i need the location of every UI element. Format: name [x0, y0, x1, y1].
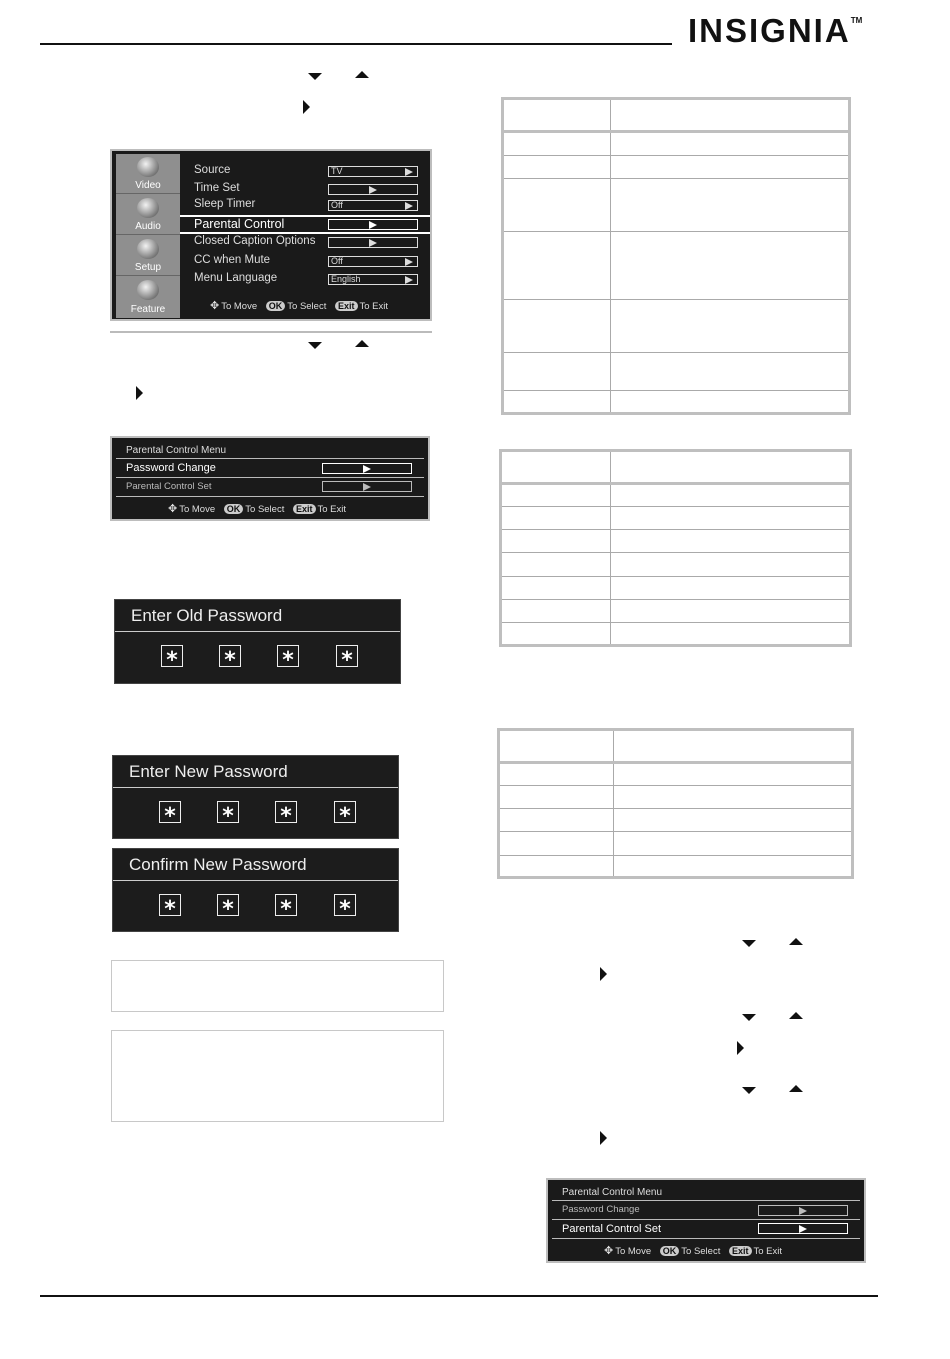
parental-control-menu	[110, 436, 430, 521]
password-digit[interactable]: *	[334, 894, 356, 916]
source-value[interactable]: TV	[328, 166, 418, 177]
new-password-dialog	[112, 755, 399, 839]
video-icon	[137, 157, 159, 177]
menu-item-parental-control-set[interactable]: Parental Control Set	[116, 478, 424, 496]
up-arrow-icon	[355, 71, 369, 78]
menu-item-password-change[interactable]: Password Change	[552, 1201, 860, 1219]
caution-box	[111, 1030, 444, 1122]
column-divider	[610, 100, 611, 412]
divider	[116, 496, 424, 497]
row-divider	[500, 831, 851, 832]
move-icon: ✥	[168, 503, 178, 515]
header-rule	[40, 43, 672, 45]
row-divider	[500, 785, 851, 786]
password-change-value[interactable]	[322, 463, 412, 474]
dialog-title: Enter Old Password	[131, 606, 283, 625]
row-divider	[502, 506, 849, 507]
up-arrow-icon	[789, 1012, 803, 1019]
footer-rule	[40, 1295, 878, 1297]
password-digit[interactable]: *	[334, 801, 356, 823]
feature-icon	[137, 280, 159, 300]
row-divider	[504, 390, 848, 391]
dialog-title: Confirm New Password	[129, 855, 307, 874]
move-icon: ✥	[604, 1245, 614, 1257]
parental-menu-title: Parental Control Menu	[562, 1187, 663, 1198]
sleep-timer-value[interactable]: Off	[328, 200, 418, 211]
divider	[115, 631, 400, 632]
password-digit[interactable]: *	[217, 801, 239, 823]
category-setup[interactable]: Setup	[116, 236, 180, 276]
down-arrow-icon	[742, 940, 756, 947]
password-digit[interactable]: *	[275, 894, 297, 916]
menu-language-value[interactable]: English	[328, 274, 418, 285]
down-arrow-icon	[308, 73, 322, 80]
menu-item-menu-language[interactable]: Menu Language English	[192, 271, 422, 288]
row-divider	[500, 855, 851, 856]
password-digit[interactable]: *	[159, 894, 181, 916]
password-digit[interactable]: *	[161, 645, 183, 667]
right-arrow-icon	[303, 100, 310, 114]
column-divider	[610, 452, 611, 644]
password-change-value[interactable]	[758, 1205, 848, 1216]
menu-item-source[interactable]: Source TV	[192, 163, 422, 180]
password-digit[interactable]: *	[159, 801, 181, 823]
menu-underline	[110, 331, 432, 333]
down-arrow-icon	[742, 1087, 756, 1094]
menu-item-closed-caption[interactable]: Closed Caption Options	[192, 234, 422, 251]
password-digit[interactable]: *	[336, 645, 358, 667]
right-arrow-icon	[136, 386, 143, 400]
row-divider	[502, 529, 849, 530]
right-arrow-icon	[600, 967, 607, 981]
header-divider	[502, 482, 849, 485]
menu-item-password-change[interactable]: Password Change	[116, 459, 424, 477]
parental-control-set-value[interactable]	[322, 481, 412, 492]
row-divider	[504, 231, 848, 232]
parental-control-set-value[interactable]	[758, 1223, 848, 1234]
row-divider	[504, 155, 848, 156]
password-digit[interactable]: *	[219, 645, 241, 667]
move-icon: ✥	[210, 300, 220, 312]
menu-footer: ✥ To Move OK To Select Exit To Exit	[604, 1245, 783, 1257]
category-video[interactable]: Video	[116, 154, 180, 194]
right-arrow-icon	[600, 1131, 607, 1145]
row-divider	[504, 178, 848, 179]
time-set-value[interactable]	[328, 184, 418, 195]
parental-control-value[interactable]	[328, 219, 418, 230]
divider	[113, 880, 398, 881]
menu-item-parental-control[interactable]: Parental Control	[192, 216, 422, 233]
parental-control-menu-2	[546, 1178, 866, 1263]
password-digit[interactable]: *	[277, 645, 299, 667]
up-arrow-icon	[355, 340, 369, 347]
audio-icon	[137, 198, 159, 218]
password-digit[interactable]: *	[217, 894, 239, 916]
rating-table-3	[497, 728, 854, 879]
up-arrow-icon	[789, 1085, 803, 1092]
old-password-dialog	[114, 599, 401, 684]
row-divider	[502, 599, 849, 600]
divider	[552, 1238, 860, 1239]
row-divider	[502, 576, 849, 577]
right-arrow-icon	[737, 1041, 744, 1055]
menu-item-cc-when-mute[interactable]: CC when Mute Off	[192, 253, 422, 270]
category-audio[interactable]: Audio	[116, 195, 180, 235]
row-divider	[504, 299, 848, 300]
category-feature[interactable]: Feature	[116, 277, 180, 317]
brand-logo: INSIGNIA™	[688, 12, 863, 49]
dialog-title: Enter New Password	[129, 762, 288, 781]
category-sidebar	[116, 154, 180, 318]
menu-item-time-set[interactable]: Time Set	[192, 181, 422, 198]
rating-table-2	[499, 449, 852, 647]
row-divider	[500, 808, 851, 809]
note-box	[111, 960, 444, 1012]
header-divider	[500, 761, 851, 764]
header-divider	[504, 130, 848, 133]
row-divider	[502, 552, 849, 553]
confirm-password-dialog	[112, 848, 399, 932]
down-arrow-icon	[308, 342, 322, 349]
menu-item-sleep-timer[interactable]: Sleep Timer Off	[192, 197, 422, 214]
parental-menu-title: Parental Control Menu	[126, 445, 227, 456]
menu-footer: ✥ To Move OK To Select Exit To Exit	[210, 300, 389, 312]
menu-footer: ✥ To Move OK To Select Exit To Exit	[168, 503, 347, 515]
closed-caption-value[interactable]	[328, 237, 418, 248]
setup-icon	[137, 239, 159, 259]
password-digit[interactable]: *	[275, 801, 297, 823]
row-divider	[502, 622, 849, 623]
down-arrow-icon	[742, 1014, 756, 1021]
rating-table-1	[501, 97, 851, 415]
row-divider	[504, 352, 848, 353]
menu-item-parental-control-set[interactable]: Parental Control Set	[552, 1220, 860, 1238]
divider	[113, 787, 398, 788]
cc-when-mute-value[interactable]: Off	[328, 256, 418, 267]
tv-main-menu	[110, 149, 432, 321]
up-arrow-icon	[789, 938, 803, 945]
